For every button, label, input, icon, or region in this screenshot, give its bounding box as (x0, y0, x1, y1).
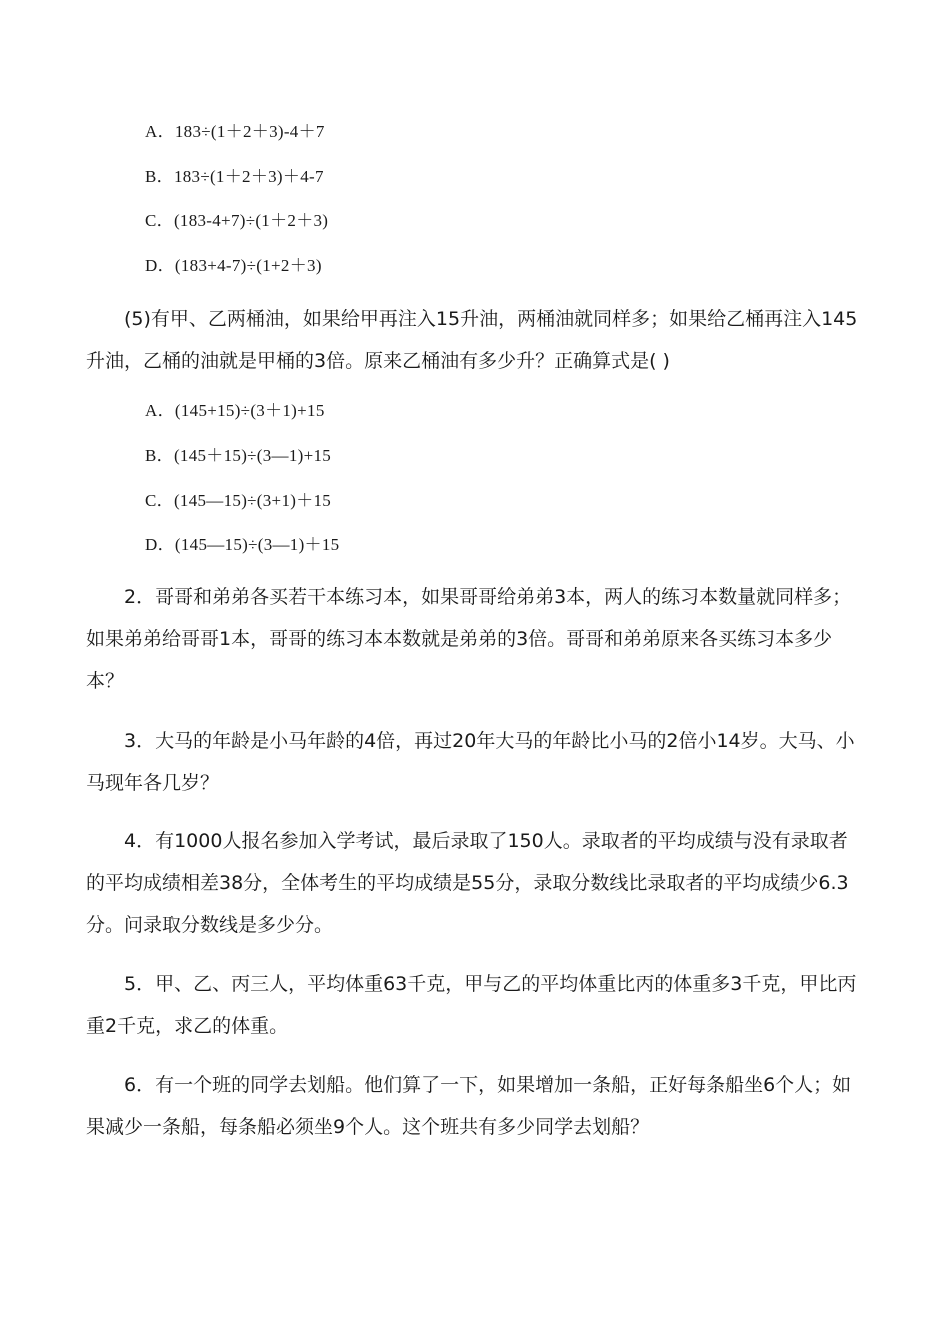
question-6: 6．有一个班的同学去划船。他们算了一下，如果增加一条船，正好每条船坐6个人；如果减少一条船，每条船必须坐9个人。这个班共有多少同学去划船？ (86, 1074, 852, 1138)
question-5: 5．甲、乙、丙三人，平均体重63千克，甲与乙的平均体重比丙的体重多3千克，甲比丙重2千克，求乙的体重。 (86, 973, 857, 1037)
q1-part5-stem: (5)有甲、乙两桶油，如果给甲再注入15升油，两桶油就同样多；如果给乙桶再注入145升油，乙桶的油就是甲桶的3倍。原来乙桶油有多少升？正确算式是( ) (86, 308, 858, 372)
q1-part5-option-a: A．(145+15)÷(3＋1)+15 (145, 401, 325, 420)
q1-part5-option-b: B．(145＋15)÷(3—1)+15 (145, 446, 332, 465)
q1-part4-option-d: D．(183+4-7)÷(1+2＋3) (145, 256, 322, 275)
q1-part5-option-d: D．(145—15)÷(3—1)＋15 (145, 535, 340, 554)
q1-part4-option-c: C．(183-4+7)÷(1＋2＋3) (145, 211, 329, 230)
question-2: 2．哥哥和弟弟各买若干本练习本，如果哥哥给弟弟3本，两人的练习本数量就同样多；如果弟弟给哥哥1本，哥哥的练习本本数就是弟弟的3倍。哥哥和弟弟原来各买练习本多少本？ (86, 586, 852, 692)
q1-part5-option-c: C．(145—15)÷(3+1)＋15 (145, 491, 332, 510)
q1-part4-option-b: B．183÷(1＋2＋3)＋4-7 (145, 167, 324, 186)
question-3: 3．大马的年龄是小马年龄的4倍，再过20年大马的年龄比小马的2倍小14岁。大马、小马现年各几岁？ (86, 730, 855, 794)
q1-part4-option-a: A．183÷(1＋2＋3)-4＋7 (145, 122, 325, 141)
question-4: 4．有1000人报名参加入学考试，最后录取了150人。录取者的平均成绩与没有录取者的平均成绩相差38分，全体考生的平均成绩是55分，录取分数线比录取者的平均成绩少6.3分。问录取分数线是多少分。 (86, 830, 849, 936)
